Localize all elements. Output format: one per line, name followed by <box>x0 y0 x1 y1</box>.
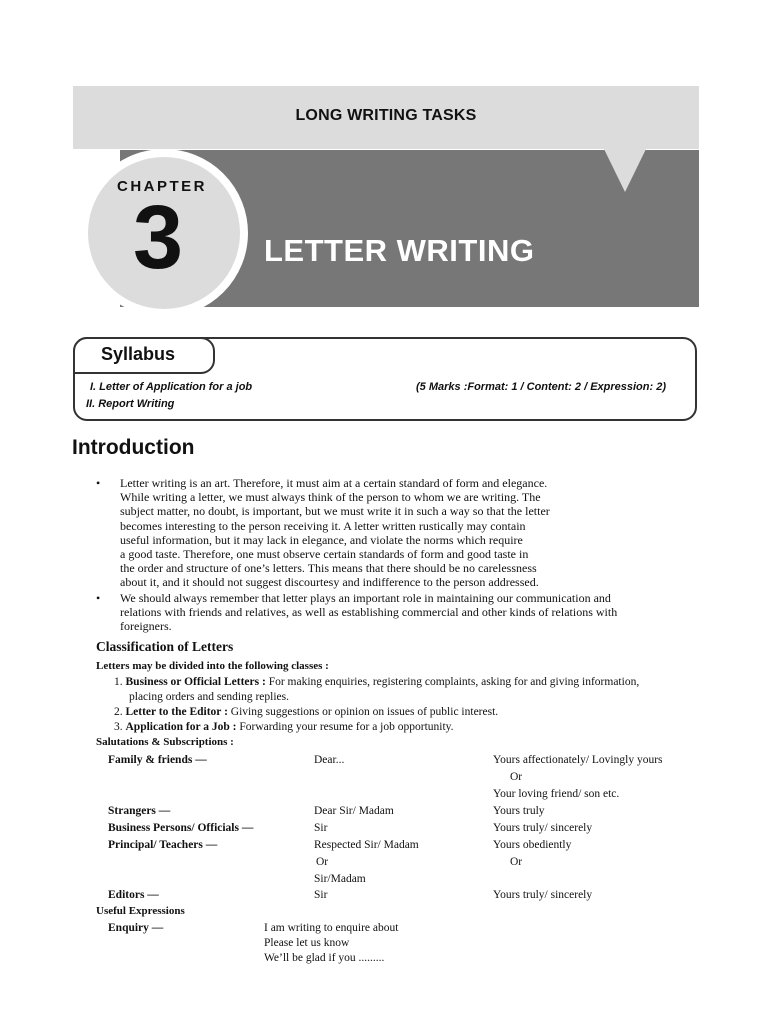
expression-line: Please let us know <box>264 937 350 949</box>
subscription-principal: Yours obediently <box>493 839 572 851</box>
label-business: Business Persons/ Officials — <box>108 822 254 834</box>
label-strangers: Strangers — <box>108 805 171 817</box>
subscription-strangers: Yours truly <box>493 805 545 817</box>
subscription-editors: Yours truly/ sincerely <box>493 889 593 901</box>
expression-line: I am writing to enquire about <box>264 922 399 934</box>
introduction-heading: Introduction <box>72 436 195 459</box>
salutation-editors: Sir <box>314 889 328 901</box>
subscription-family: Yours affectionately/ Lovingly yours <box>493 754 663 766</box>
classification-heading: Classification of Letters <box>96 639 234 654</box>
bullet-icon: • <box>96 591 101 605</box>
subscription-family-alt: Your loving friend/ son etc. <box>493 788 620 800</box>
salutation-principal: Respected Sir/ Madam <box>314 839 419 851</box>
class-item-editor: 2. Letter to the Editor : Giving suggestions or opinion on issues of public interest. <box>114 706 499 718</box>
syllabus-item: II. Report Writing <box>86 398 175 410</box>
expression-line: We’ll be glad if you ......... <box>264 952 385 964</box>
section-title: LONG WRITING TASKS <box>295 107 477 124</box>
or-text: Or <box>510 771 523 783</box>
class-item-business: 1. Business or Official Letters : For making enquiries, registering complaints, asking for and giving information, <box>114 676 640 688</box>
class-item-job: 3. Application for a Job : Forwarding your resume for a job opportunity. <box>114 721 454 733</box>
header-notch <box>604 149 646 192</box>
salutation-family: Dear... <box>314 754 345 766</box>
label-editors: Editors — <box>108 889 159 901</box>
syllabus-item: I. Letter of Application for a job <box>90 381 253 393</box>
label-enquiry: Enquiry — <box>108 922 164 934</box>
intro-paragraph-1: Letter writing is an art. Therefore, it must aim at a certain standard of form and elegance. While writing a letter, we must always think of the person to whom we are writing. The subject matter, no doubt, is important, but we must write it in such a way so that the letter becomes interesting to the person receiving it. A letter written rustically may contain useful information, but it may lack in elegance, and violate the norms which require a good taste. Therefore, one must observe certain standards of form and good taste in the order and structure of one’s letters. This means that there should be no carelessness about it, and it should not suggest discourtesy and indifference to the person addressed. <box>120 476 550 590</box>
or-text: Or <box>316 856 329 868</box>
label-family: Family & friends — <box>108 754 207 766</box>
class-item-business-cont: placing orders and sending replies. <box>129 691 289 703</box>
chapter-title: LETTER WRITING <box>264 233 535 268</box>
chapter-label: CHAPTER <box>116 178 207 195</box>
or-text: Or <box>510 856 523 868</box>
syllabus-marks: (5 Marks :Format: 1 / Content: 2 / Expression: 2) <box>416 381 666 393</box>
intro-paragraph-2: We should always remember that letter plays an important role in maintaining our communication and relations with friends and relatives, as well as establishing commercial and other kinds of relations with foreigners. <box>120 591 618 634</box>
subscription-business: Yours truly/ sincerely <box>493 822 593 834</box>
salutation-principal-alt: Sir/Madam <box>314 873 366 885</box>
label-principal: Principal/ Teachers — <box>108 839 218 851</box>
useful-expressions-heading: Useful Expressions <box>96 905 185 917</box>
classification-intro: Letters may be divided into the following classes : <box>96 660 329 672</box>
syllabus-title: Syllabus <box>101 344 176 364</box>
salutation-strangers: Dear Sir/ Madam <box>314 805 394 817</box>
salutations-heading: Salutations & Subscriptions : <box>96 736 234 748</box>
bullet-icon: • <box>96 476 101 490</box>
chapter-number: 3 <box>132 188 180 288</box>
salutation-business: Sir <box>314 822 328 834</box>
